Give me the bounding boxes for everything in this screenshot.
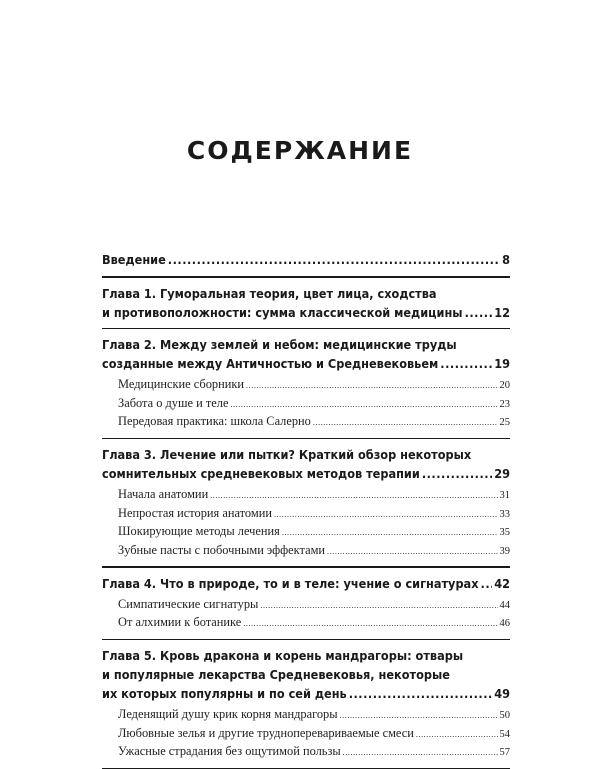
toc-chapter (102, 329, 510, 438)
chapter-page-number: 42 (494, 574, 510, 593)
subsection-item (118, 542, 510, 561)
dot-leader (416, 726, 498, 744)
chapter-heading (102, 574, 510, 593)
toc-intro-page: 8 (502, 250, 510, 269)
dot-leader (243, 615, 497, 633)
chapter-title-text: созданные между Античностью и Средневековьем (102, 354, 438, 373)
subsection-item (118, 395, 510, 414)
subsection-title: Ужасные страдания без ощутимой пользы (118, 743, 341, 761)
chapter-title-text: Глава 1. Гуморальная теория, цвет лица, сходства (102, 284, 437, 303)
subsection-page-number: 44 (500, 597, 511, 615)
dot-leader (230, 396, 497, 414)
subsection-list (102, 486, 510, 560)
dot-leader (313, 414, 498, 432)
toc-chapter (102, 568, 510, 639)
chapter-title-text: и противоположности: сумма классической медицины (102, 303, 463, 322)
chapter-heading-line (102, 574, 510, 593)
toc-intro-label: Введение (102, 250, 166, 269)
dot-leader (282, 524, 498, 542)
chapter-title-text: их которых популярны и по сей день (102, 684, 347, 703)
dot-leader (260, 597, 497, 615)
chapter-heading (102, 646, 510, 703)
chapter-heading-line (102, 335, 510, 354)
subsection-title: Непростая история анатомии (118, 505, 272, 523)
chapter-heading-line (102, 303, 510, 322)
subsection-title: Начала анатомии (118, 486, 208, 504)
chapter-heading (102, 284, 510, 322)
subsection-title: Зубные пасты с побочными эффектами (118, 542, 325, 560)
subsection-list (102, 706, 510, 762)
dot-leader (465, 303, 493, 322)
chapter-heading-line (102, 445, 510, 464)
dot-leader (274, 506, 498, 524)
subsection-list (102, 376, 510, 432)
subsection-title: Шокирующие методы лечения (118, 523, 280, 541)
dot-leader (343, 744, 498, 762)
dot-leader (481, 574, 493, 593)
subsection-item (118, 505, 510, 524)
dot-leader (440, 354, 492, 373)
toc-chapter (102, 640, 510, 768)
dot-leader (422, 464, 492, 483)
chapter-title-text: Глава 5. Кровь дракона и корень мандрагоры: отвары (102, 646, 463, 665)
subsection-title: Передовая практика: школа Салерно (118, 413, 311, 431)
subsection-page-number: 25 (500, 414, 511, 432)
subsection-page-number: 54 (500, 726, 511, 744)
subsection-title: Медицинские сборники (118, 376, 244, 394)
chapter-title-text: Глава 4. Что в природе, то и в теле: учение о сигнатурах (102, 574, 479, 593)
subsection-item (118, 486, 510, 505)
subsection-item (118, 706, 510, 725)
subsection-title: Симпатические сигнатуры (118, 596, 258, 614)
chapter-page-number: 29 (494, 464, 510, 483)
toc-intro (102, 250, 510, 269)
chapter-title-text: сомнительных средневековых методов терапии (102, 464, 420, 483)
chapter-heading-line (102, 646, 510, 665)
dot-leader (327, 543, 497, 561)
subsection-item (118, 743, 510, 762)
chapter-heading (102, 335, 510, 373)
subsection-item (118, 376, 510, 395)
chapter-heading-line (102, 354, 510, 373)
dot-leader (168, 250, 500, 269)
subsection-item (118, 596, 510, 615)
chapter-heading-line (102, 665, 510, 684)
toc-chapter (102, 439, 510, 566)
dot-leader (246, 377, 497, 395)
chapter-page-number: 49 (494, 684, 510, 703)
subsection-page-number: 33 (500, 506, 511, 524)
subsection-item (118, 413, 510, 432)
dot-leader (349, 684, 493, 703)
chapter-page-number: 12 (494, 303, 510, 322)
subsection-item (118, 725, 510, 744)
subsection-page-number: 31 (500, 487, 511, 505)
subsection-item (118, 523, 510, 542)
chapter-list (102, 278, 510, 769)
subsection-list (102, 596, 510, 633)
page-title: СОДЕРЖАНИЕ (0, 136, 600, 165)
subsection-page-number: 57 (500, 744, 511, 762)
subsection-item (118, 614, 510, 633)
subsection-page-number: 46 (500, 615, 511, 633)
chapter-page-number: 19 (494, 354, 510, 373)
chapter-title-text: Глава 2. Между землей и небом: медицинские труды (102, 335, 457, 354)
subsection-page-number: 23 (500, 396, 511, 414)
chapter-title-text: и популярные лекарства Средневековья, некоторые (102, 665, 450, 684)
subsection-title: Любовные зелья и другие трудноперевариваемые смеси (118, 725, 414, 743)
subsection-page-number: 50 (500, 707, 511, 725)
subsection-page-number: 39 (500, 543, 511, 561)
chapter-heading (102, 445, 510, 483)
toc-chapter (102, 278, 510, 328)
subsection-title: Забота о душе и теле (118, 395, 228, 413)
subsection-page-number: 35 (500, 524, 511, 542)
chapter-heading-line (102, 284, 510, 303)
chapter-heading-line (102, 464, 510, 483)
chapter-title-text: Глава 3. Лечение или пытки? Краткий обзор некоторых (102, 445, 471, 464)
chapter-heading-line (102, 684, 510, 703)
subsection-page-number: 20 (500, 377, 511, 395)
dot-leader (210, 487, 497, 505)
subsection-title: От алхимии к ботанике (118, 614, 241, 632)
subsection-title: Леденящий душу крик корня мандрагоры (118, 706, 338, 724)
table-of-contents (102, 250, 510, 769)
dot-leader (340, 707, 498, 725)
